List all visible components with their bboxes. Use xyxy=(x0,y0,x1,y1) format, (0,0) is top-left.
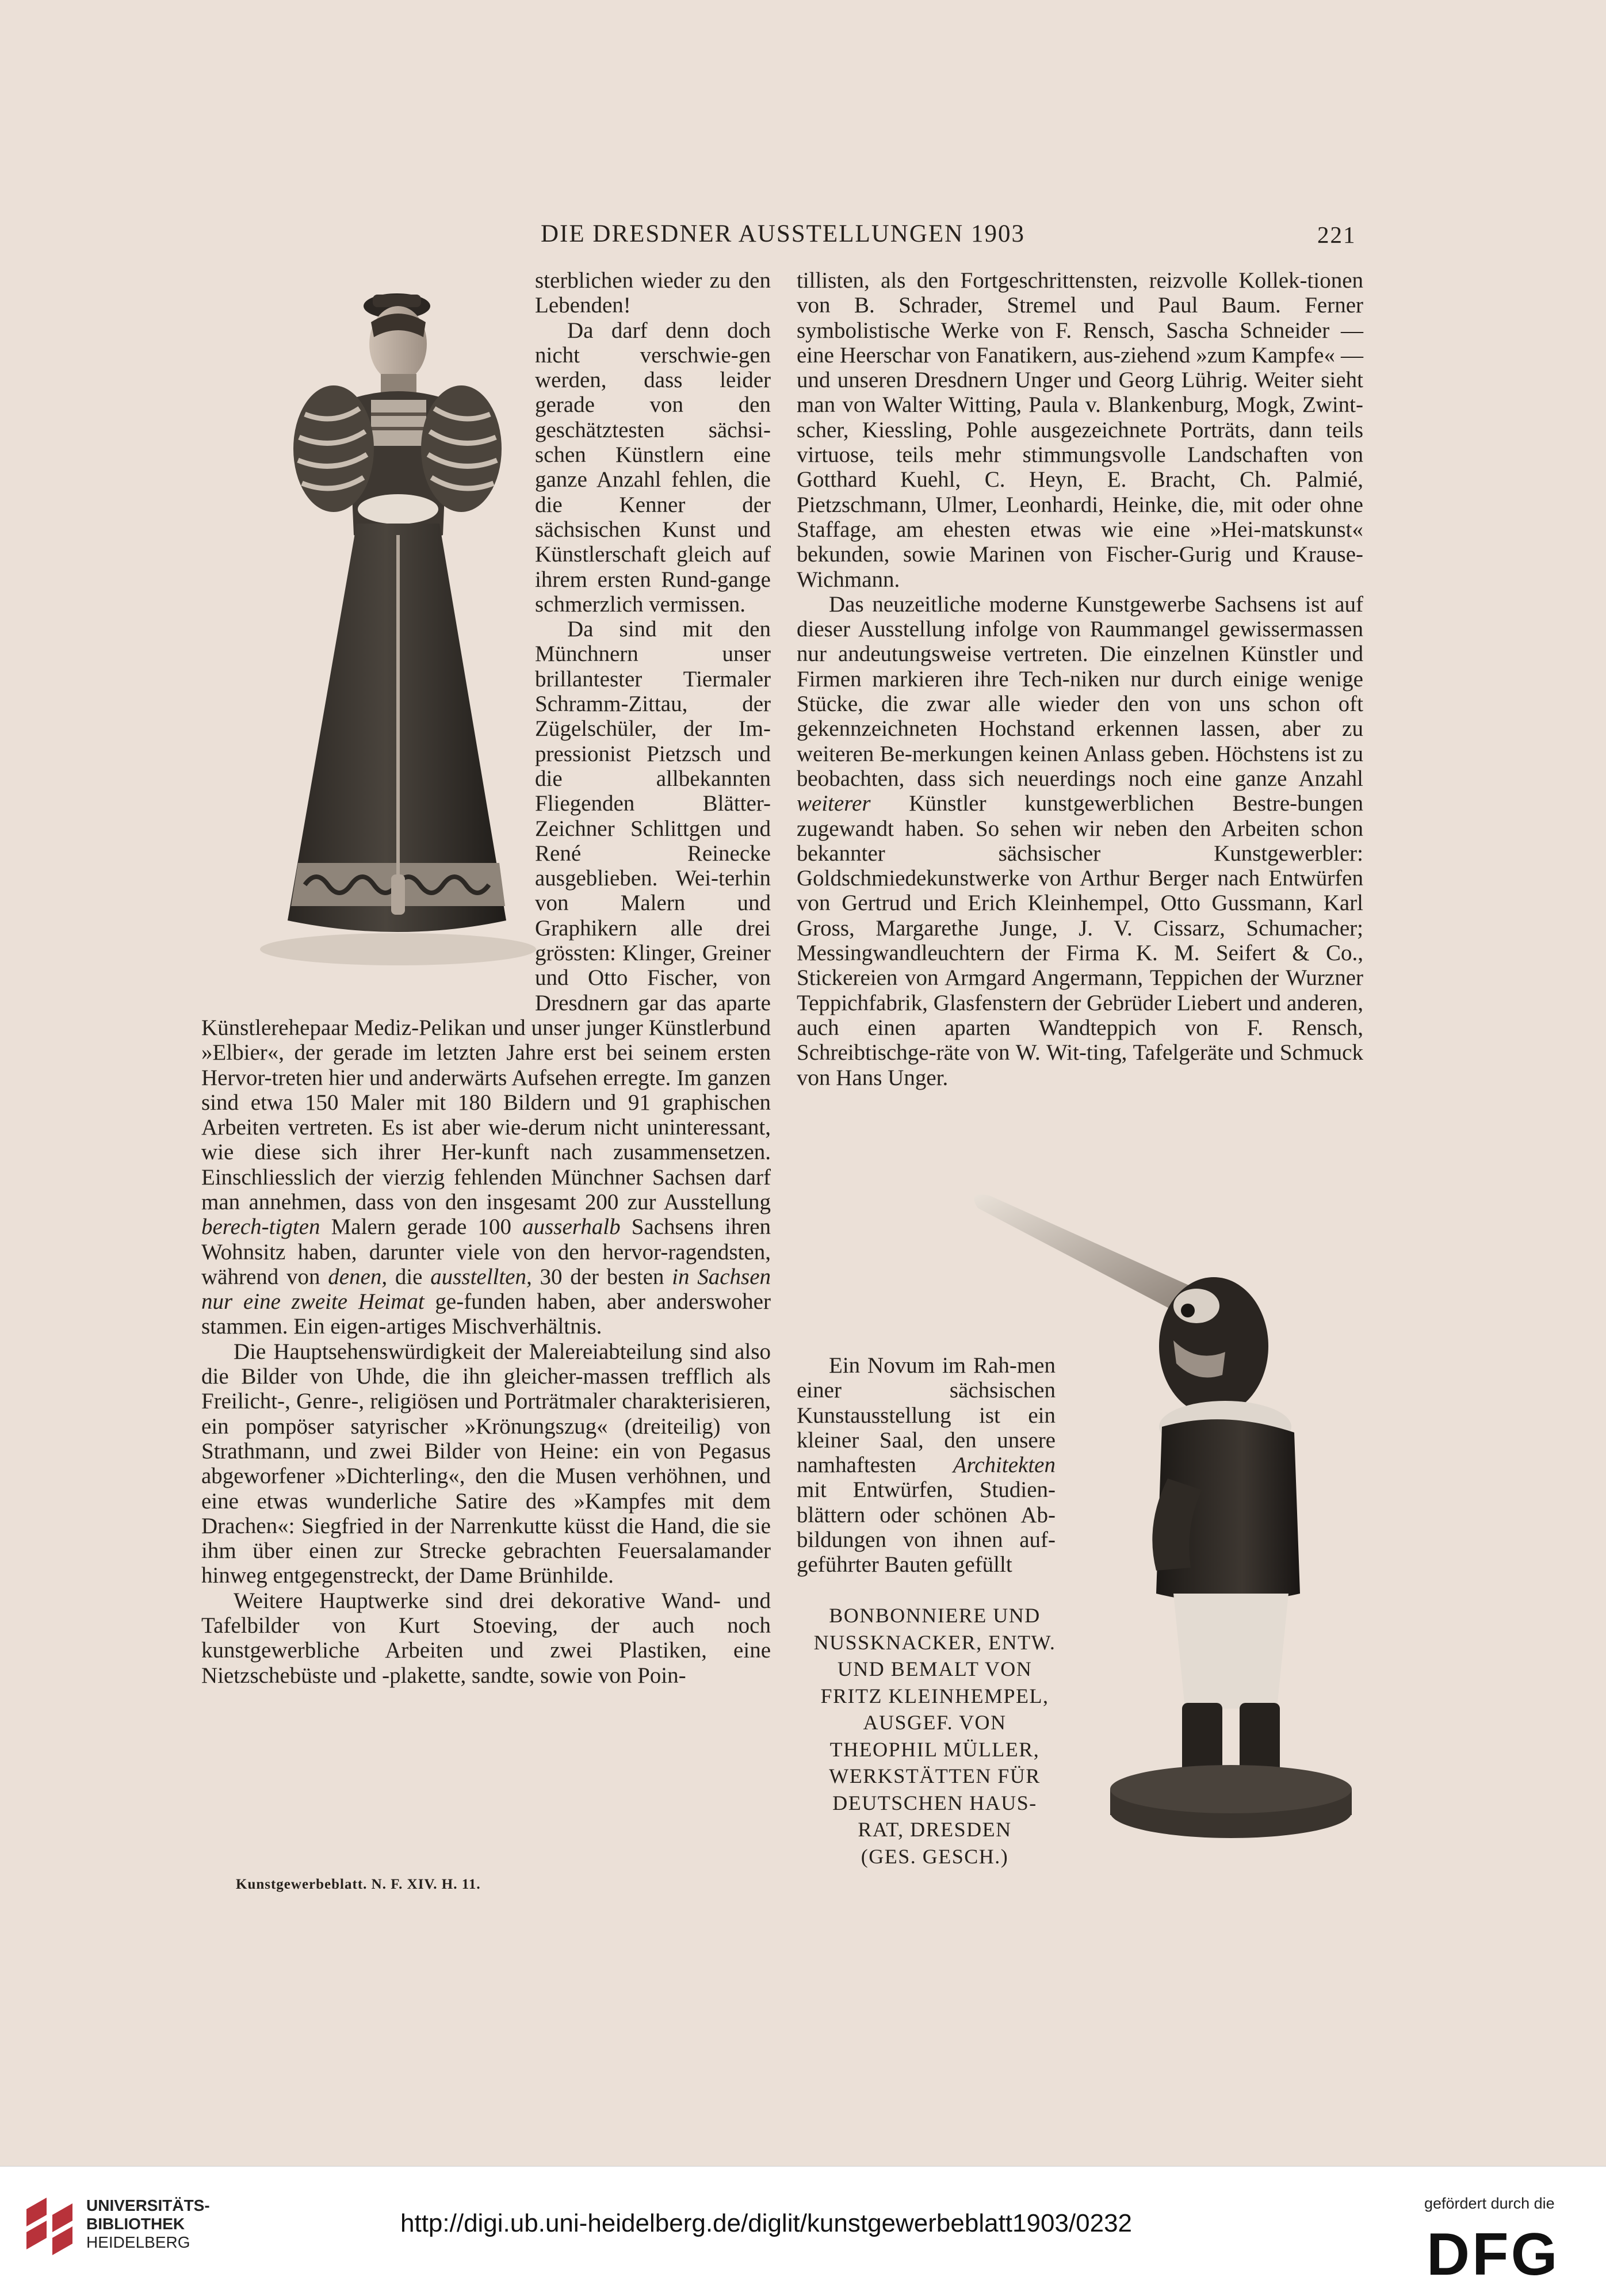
right-paragraph-3: Ein Novum im Rah-men einer sächsischen Kunstausstellung ist ein kleiner Saal, den unsere namhaftesten Architekten mit Entwürfen, Studien-blättern oder schönen Ab-bildungen von ihnen auf-geführter Bauten gefüllt xyxy=(797,1353,1056,1577)
caption-line: FRITZ KLEINHEMPEL, xyxy=(820,1684,1049,1707)
journal-reference: Kunstgewerbeblatt. N. F. XIV. H. 11. xyxy=(236,1877,481,1892)
caption-line: WERKSTÄTTEN FÜR xyxy=(829,1764,1041,1787)
funded-by-label: gefördert durch die xyxy=(1424,2195,1555,2212)
caption-line: THEOPHIL MÜLLER, xyxy=(829,1737,1040,1761)
library-name-line: HEIDELBERG xyxy=(86,2233,190,2251)
standing-lady-figurine-icon xyxy=(230,282,541,1001)
library-name xyxy=(86,2196,210,2252)
caption-line: RAT, DRESDEN xyxy=(858,1818,1012,1841)
caption-line: NUSSKNACKER, ENTW. xyxy=(813,1630,1056,1654)
left-paragraph-4: Die Hauptsehenswürdigkeit der Malereiabteilung sind also die Bilder von Uhde, die ihn gleicher-massen trefflich als Freilicht-, Genre-, religiösen und Porträtmaler charakterisieren, ein pompöser satyrischer »Krönungszug« (dreiteilig) von Strathmann, und zwei Bilder von Heine: ein von Pegasus abgeworfener »Dichterling«, den die Musen verhöhnen, und eine etwas wunderliche Satire des »Kampfes mit dem Drachen«: Siegfried in der Narrenkutte küsst die Hand, die sie ihm über einen zur Strecke gebrachten Feuersalamander hinweg entgegenstreckt, der Dame Brünhilde. xyxy=(201,1339,771,1588)
caption-line: AUSGEF. VON xyxy=(863,1711,1007,1734)
library-name-line: BIBLIOTHEK xyxy=(86,2215,185,2233)
running-head: DIE DRESDNER AUSSTELLUNGEN 1903 xyxy=(541,220,1025,247)
right-paragraph-2: Das neuzeitliche moderne Kunstgewerbe Sachsens ist auf dieser Ausstellung infolge von Raummangel gewissermassen nur andeutungsweise vertreten. Die einzelnen Künstler und Firmen markieren ihre Tech-niken nur durch einige wenige Stücke, die zwar alle wieder den von uns schon oft gekennzeichneten Hochstand erkennen lassen, aber zu weiteren Be-merkungen keinen Anlass geben. Höchstens ist zu beobachten, dass sich neuerdings noch eine ganze Anzahl weiterer Künstler kunstgewerblichen Bestre-bungen zugewandt haben. So sehen wir neben den Arbeiten schon bekannter sächsischer Kunstgewerbler: Goldschmiedekunstwerke von Arthur Berger nach Entwürfen von Gertrud und Erich Kleinhempel, Otto Gussmann, Karl Gross, Margarethe Junge, J. V. Cissarz, Schumacher; Messingwandleuchtern der Firma K. M. Seifert & Co., Stickereien von Armgard Angermann, Teppichen der Wurzner Teppichfabrik, Glasfenstern der Gebrüder Liebert und anderen, auch einen aparten Wandteppich von F. Rensch, Schreibtischge-räte von W. Wit-ting, Tafelgeräte und Schmuck von Hans Unger. xyxy=(797,591,1363,1090)
left-paragraph-3: Da sind mit den Münchnern unser brillantester Tiermaler Schramm-Zittau, der Zügelschüler, der Im-pressionist Pietzsch und die allbekannten Fliegenden Blätter-Zeichner Schlittgen und René Reinecke ausgeblieben. Wei-terhin von Malern und Graphikern alle drei grössten: Klinger, Greiner und Otto Fischer, von Dresdnern gar das aparte Künstlerehepaar Mediz-Pelikan und unser junger Künstlerbund »Elbier«, der gerade im letzten Jahre erst bei seinem ersten Hervor-treten hier und anderwärts Aufsehen erregte. Im ganzen sind etwa 150 Maler mit 180 Bildern und 91 graphischen Arbeiten vertreten. Es ist aber wie-derum nicht uninteressant, wie diese sich ihrer Her-kunft nach zusammensetzen. Einschliesslich der vierzig fehlenden Münchner Sachsen darf man annehmen, dass von den insgesamt 200 zur Ausstellung berech-tigten Malern gerade 100 ausserhalb Sachsens ihren Wohnsitz haben, darunter viele von den hervor-ragendsten, während von denen, die ausstellten, 30 der besten in Sachsen nur eine zweite Heimat ge-funden haben, aber anderswoher stammen. Ein eigen-artiges Mischverhältnis. xyxy=(201,617,771,1339)
caption-line: DEUTSCHEN HAUS- xyxy=(832,1791,1037,1814)
caption-line: UND BEMALT VON xyxy=(837,1657,1033,1680)
caption-line: (GES. GESCH.) xyxy=(861,1844,1009,1868)
right-column xyxy=(797,268,1363,1090)
page-number: 221 xyxy=(1317,221,1356,248)
library-name-line: UNIVERSITÄTS- xyxy=(86,2196,210,2214)
university-library-logo-icon xyxy=(21,2192,78,2261)
dfg-logo: DFG xyxy=(1427,2221,1560,2288)
permalink-url[interactable]: http://digi.ub.uni-heidelberg.de/diglit/kunstgewerbeblatt1903/0232 xyxy=(400,2209,1133,2237)
right-paragraph-1: tillisten, als den Fortgeschrittensten, reizvolle Kollek-tionen von B. Schrader, Stremel und Paul Baum. Ferner symbolistische Werke von F. Rensch, Sascha Schneider — eine Heerschar von Fanatikern, aus-ziehend »zum Kampfe« — und unseren Dresdnern Unger und Georg Lührig. Weiter sieht man von Walter Witting, Paula v. Blankenburg, Mogk, Zwint-scher, Kiessling, Pohle ausgezeichnete Porträts, dann teils virtuose, teils mehr stimmungsvolle Landschaften von Gotthard Kuehl, C. Heyn, E. Bracht, Ch. Palmié, Pietzschmann, Ulmer, Leonhardi, Heinke, die, mit oder ohne Staffage, am ehesten etwas wie eine »Hei-matskunst« bekunden, sowie Marinen von Fischer-Gurig und Krause-Wichmann. xyxy=(797,268,1363,592)
figure-caption xyxy=(802,1602,1067,1870)
caption-line: BONBONNIERE UND xyxy=(829,1604,1041,1627)
left-paragraph-5: Weitere Hauptwerke sind drei dekorative Wand- und Tafelbilder von Kurt Stoeving, der auch noch kunstgewerbliche Arbeiten und zwei Plastiken, eine Nietzschebüste und -plakette, sandte, sowie von Poin- xyxy=(201,1588,771,1688)
left-paragraph-2: Da darf denn doch nicht verschwie-gen werden, dass leider gerade von den geschätztesten sächsi-schen Künstlern eine ganze Anzahl fehlen, die die Kenner der sächsischen Kunst und Künstlerschaft gleich auf ihrem ersten Rund-gange schmerzlich vermissen. xyxy=(535,318,771,617)
left-paragraph-1: sterblichen wieder zu den Lebenden! xyxy=(535,268,771,318)
